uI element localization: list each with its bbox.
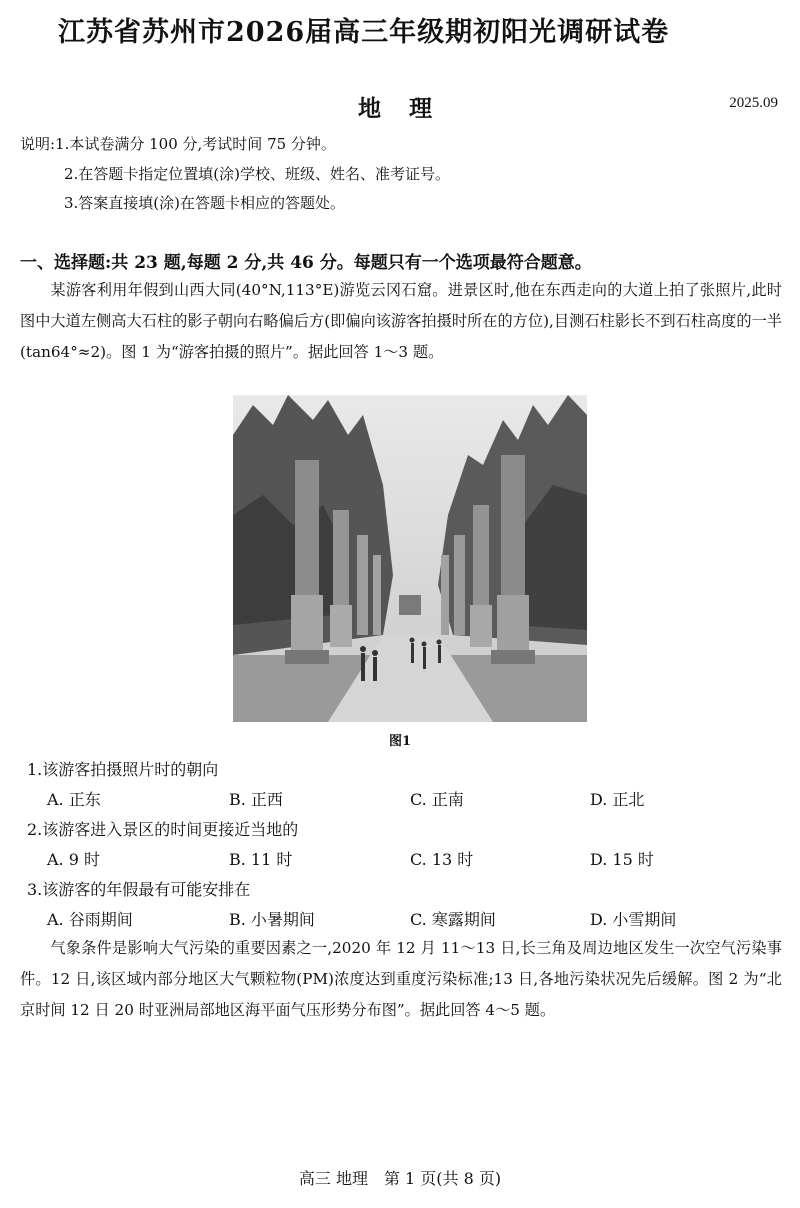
question-3-option-a: A. 谷雨期间 (47, 910, 133, 929)
question-2-option-b: B. 11 时 (229, 850, 293, 869)
question-2-stem: 2.该游客进入景区的时间更接近当地的 (27, 820, 299, 839)
section-heading: 一、选择题:共 23 题,每题 2 分,共 46 分。每题只有一个选项最符合题意。 (20, 253, 592, 273)
exam-date: 2025.09 (729, 95, 778, 111)
question-2-option-d: D. 15 时 (590, 850, 654, 869)
instruction-line-3: 3.答案直接填(涂)在答题卡相应的答题处。 (64, 194, 346, 212)
question-1-option-b: B. 正西 (229, 790, 283, 809)
question-1-option-d: D. 正北 (590, 790, 645, 809)
question-2-option-c: C. 13 时 (410, 850, 474, 869)
page-footer: 高三 地理 第 1 页(共 8 页) (298, 1169, 502, 1188)
figure-1-photo (233, 395, 587, 722)
exam-title: 江苏省苏州市2026届高三年级期初阳光调研试卷 (58, 17, 670, 48)
question-1-option-c: C. 正南 (410, 790, 464, 809)
question-3-option-d: D. 小雪期间 (590, 910, 677, 929)
question-1-stem: 1.该游客拍摄照片时的朝向 (27, 760, 219, 779)
question-1-option-a: A. 正东 (47, 790, 101, 809)
question-3-stem: 3.该游客的年假最有可能安排在 (27, 880, 251, 899)
question-3-option-b: B. 小暑期间 (229, 910, 315, 929)
instruction-line-2: 2.在答题卡指定位置填(涂)学校、班级、姓名、准考证号。 (64, 165, 451, 183)
subject-heading: 地 理 (357, 95, 442, 122)
question-3-option-c: C. 寒露期间 (410, 910, 496, 929)
passage-1: 某游客利用年假到山西大同(40°N,113°E)游览云冈石窟。进景区时,他在东西走向的大道上拍了张照片,此时图中大道左侧高大石柱的影子朝向右略偏后方(即偏向该游客拍摄时所在的方位),目测石柱影长不到石柱高度的一半(tan64°≈2)。图 1 为“游客拍摄的照片”。据此回答 1～3 题。 (20, 281, 782, 361)
figure-1-caption: 图1 (388, 734, 412, 749)
passage-2: 气象条件是影响大气污染的重要因素之一,2020 年 12 月 11～13 日,长三角及周边地区发生一次空气污染事件。12 日,该区域内部分地区大气颗粒物(PM)浓度达到重度污染标准;13 日,各地污染状况先后缓解。图 2 为“北京时间 12 日 20 时亚洲局部地区海平面气压形势分布图”。据此回答 4～5 题。 (20, 939, 782, 1019)
instruction-line-1: 说明:1.本试卷满分 100 分,考试时间 75 分钟。 (20, 135, 336, 153)
question-2-option-a: A. 9 时 (47, 850, 100, 869)
